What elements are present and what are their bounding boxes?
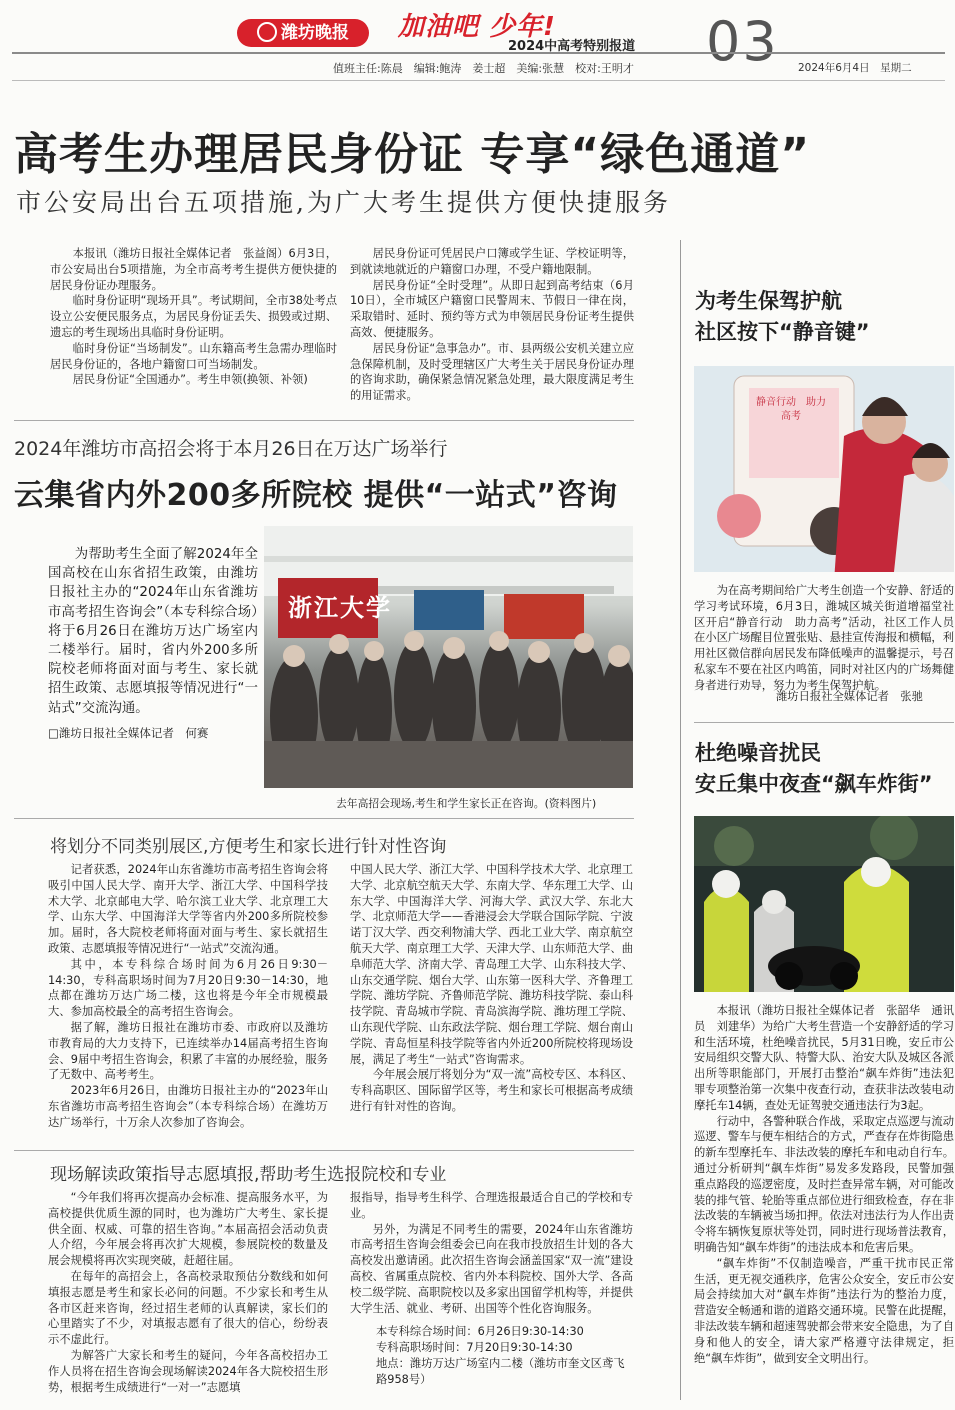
expo-byline: □潍坊日报社全媒体记者 何赛 [48, 725, 209, 740]
masthead-rule-2 [12, 80, 945, 81]
paragraph: 为解答广大家长和考生的疑问，今年各高校招办工作人员将在招生咨询会现场解读2024年各大院校招生形势，根据考生成绩进行“一对一”志愿填 [48, 1348, 328, 1394]
lead-column-2 [350, 246, 634, 404]
paragraph: 临时身份证“当场制发”。山东籍高考生急需办理临时居民身份证的，各地户籍窗口可当场制发。 [50, 341, 337, 371]
section-heading-1: 将划分不同类别展区,方便考生和家长进行针对性咨询 [50, 837, 447, 857]
side2-photo-illustration [694, 816, 954, 992]
section2-column-1 [48, 1190, 328, 1395]
side1-byline: 潍坊日报社全媒体记者 张驰 [776, 690, 923, 703]
expo-lead-text: 为帮助考生全面了解2024年全国高校在山东省招生政策，由潍坊日报社主办的“2024年山东省潍坊市高考招生咨询会”（本专科综合场）将于6月26日在潍坊万达广场室内二楼举行。届时，省内外200多所院校老师将面对面与考生、家长就招生政策、志愿填报等情况进行“一站式”交流沟通。 [48, 547, 258, 716]
side1-photo-sign: 静音行动 助力高考 [756, 397, 826, 422]
paragraph: 记者获悉，2024年山东省潍坊市高考招生咨询会将吸引中国人民大学、南开大学、浙江大学、中国科学技术大学、北京邮电大学、哈尔滨工业大学、北京理工大学、山东大学、中国海洋大学等省内外200多所院校参加。届时，各大院校老师将面对面与考生、家长就招生政策、志愿填报等情况进行“一站式”交流沟通。 [48, 863, 328, 955]
expo-photo [264, 526, 633, 788]
side2-body [694, 1003, 954, 1366]
paragraph: 2023年6月26日，由潍坊日报社主办的“2023年山东省潍坊市高考招生咨询会”（本专科综合场）在潍坊万达广场举行，十万余人次参加了咨询会。 [48, 1084, 328, 1129]
side1-photo [694, 366, 954, 572]
expo-headline: 云集省内外200多所院校 提供“一站式”咨询 [14, 478, 618, 513]
paragraph: 本报讯（潍坊日报社全媒体记者 张韶华 通讯员 刘建华）为给广大考生营造一个安静舒适的学习和生活环境，杜绝噪音扰民，5月31日晚，安丘市公安局组织交警大队、特警大队、治安大队及城区各派出所等职能部门，开展打击整治“飙车炸街”违法犯罪专项整治第一次集中夜查行动，查获非法改装电动摩托车14辆，查处无证驾驶交通违法行为3起。 [694, 1004, 954, 1112]
article-divider [14, 420, 634, 421]
paragraph: 行动中，各警种联合作战，采取定点巡逻与流动巡逻、警车与便车相结合的方式，严查存在炸街隐患的新车型摩托车、非法改装的摩托车和电动自行车。通过分析研判“飙车炸街”易发多发路段，民警加强重点路段的巡逻密度，及时拦查异常车辆，对可能改装的排气管、轮胎等重点部位进行细致检查，存在非法改装的车辆被当场扣押。依法对违法行为人作出责令将车辆恢复原状等处罚，同时进行现场普法教育，明确告知“飙车炸街”的违法成本和危害后果。 [694, 1114, 954, 1254]
column-divider [680, 240, 681, 1400]
brand-name: 潍坊晚报 [281, 23, 349, 43]
section-divider [14, 1150, 634, 1151]
masthead-rule [12, 52, 945, 54]
slogan: 加油吧 少年! [398, 12, 556, 42]
paragraph: 居民身份证“急事急办”。市、县两级公安机关建立应急保障机制，及时受理辖区广大考生关于居民身份证办理的咨询求助，确保紧急情况紧急处理，最大限度满足考生的用证需求。 [350, 341, 634, 403]
date: 2024年6月4日 [798, 62, 870, 74]
photo-banner-text: 浙江大学 [288, 594, 392, 622]
section1-column-2 [350, 862, 633, 1115]
paragraph: 今年展会展厅将划分为“双一流”高校专区、本科区、专科高职区、国际留学区等，考生和家长可根据高考成绩进行有针对性的咨询。 [350, 1068, 633, 1113]
schedule-block [350, 1324, 633, 1387]
schedule-line: 地点：潍坊万达广场室内二楼（潍坊市奎文区鸢飞路958号） [376, 1356, 625, 1386]
paragraph: 本报讯（潍坊日报社全媒体记者 张益阁）6月3日，市公安局出台5项措施，为全市高考考生提供方便快捷的居民身份证办理服务。 [50, 247, 337, 292]
side2-title-line-1: 杜绝噪音扰民 [695, 741, 821, 765]
paragraph: 为在高考期间给广大考生创造一个安静、舒适的学习考试环境，6月3日，潍城区城关街道增福堂社区开启“静音行动 助力高考”活动，社区工作人员在小区广场醒目位置张贴、悬挂宣传海报和横幅，利用社区微信群向居民发布降低噪声的温馨提示，号召私家车不要在社区内鸣笛，同时对社区内的广场舞健身者进行劝导，努力为考生保驾护航。 [694, 584, 954, 692]
lead-subhead: 市公安局出台五项措施,为广大考生提供方便快捷服务 [16, 188, 671, 217]
expo-photo-caption: 去年高招会现场,考生和学生家长正在咨询。(资料图片) [336, 797, 597, 810]
schedule-line: 本专科综合场时间：6月26日9:30-14:30 [376, 1325, 584, 1339]
section2-column-2 [350, 1190, 633, 1388]
side1-title-line-1: 为考生保驾护航 [695, 289, 842, 313]
paragraph: 临时身份证明“现场开具”。考试期间，全市38处考点设立公安便民服务点，为居民身份证丢失、损毁或过期、遗忘的考生现场出具临时身份证明。 [50, 294, 337, 339]
paragraph: 据了解，潍坊日报社在潍坊市委、市政府以及潍坊市教育局的大力支持下，已连续举办14届高考招生咨询会、9届中考招生咨询会，积累了丰富的办展经验，服务了无数中、高考考生。 [48, 1020, 328, 1082]
newspaper-logo-icon [257, 22, 277, 42]
expo-kicker: 2024年潍坊市高招会将于本月26日在万达广场举行 [14, 438, 448, 460]
side2-title [695, 738, 933, 800]
paragraph: 报指导，指导考生科学、合理选报最适合自己的学校和专业。 [350, 1191, 633, 1220]
expo-lead [48, 545, 258, 743]
expo-photo-illustration [264, 526, 633, 788]
schedule-line: 专科高职场时间：7月20日9:30-14:30 [376, 1341, 573, 1355]
side2-photo [694, 816, 954, 992]
paragraph: “今年我们将再次提高办会标准、提高服务水平，为高校提供优质生源的同时，也为潍坊广大考生、家长提供全面、权威、可靠的招生咨询。”本届高招会活动负责人介绍，今年展会将再次扩大规模，参展院校的数量及展会规模将再次实现突破，赶超往届。 [48, 1191, 328, 1268]
paragraph: “飙车炸街”不仅制造噪音，严重干扰市民正常生活，更无视交通秩序，危害公众安全，安丘市公安局会持续加大对“飙车炸街”违法行为的整治力度，营造安全畅通和谐的道路交通环境。民警在此提醒，非法改装车辆和超速驾驶都会带来安全隐患，为了自身和他人的安全，请大家严格遵守法律规定，拒绝“飙车炸街”，做到安全文明出行。 [694, 1256, 954, 1365]
side1-body [694, 583, 954, 694]
section-divider [14, 818, 634, 819]
paragraph: 居民身份证“全国通办”。考生申领(换领、补领) [72, 373, 308, 387]
lead-column-1 [50, 246, 337, 388]
paragraph: 居民身份证“全时受理”。从即日起到高考结束（6月10日），全市城区户籍窗口民警周末、节假日一律在岗，采取错时、延时、预约等方式为申领居民身份证考生提供高效、便捷服务。 [350, 278, 634, 339]
page-number: 03 [706, 10, 779, 73]
section1-column-1 [48, 862, 328, 1131]
dateline [798, 60, 912, 75]
paragraph: 在每年的高招会上，各高校录取预估分数线和如何填报志愿是考生和家长必问的问题。不少家长和考生从各市区赶来咨询，经过招生老师的认真解读，家长们的心里踏实了不少，对填报志愿有了很大的信心，纷纷表示不虚此行。 [48, 1269, 328, 1347]
brand-logo [237, 19, 369, 47]
side1-title-line-2: 社区按下“静音键” [695, 320, 870, 344]
section-heading-2: 现场解读政策指导志愿填报,帮助考生选报院校和专业 [50, 1165, 447, 1185]
paragraph: 居民身份证可凭居民户口簿或学生证、学校证明等，到就读地就近的户籍窗口办理，不受户籍地限制。 [350, 247, 634, 276]
weekday: 星期二 [880, 62, 912, 74]
side1-title [695, 286, 870, 348]
editor-credits: 值班主任:陈晨 编辑:鲍涛 姜士超 美编:张慧 校对:王明才 [333, 62, 634, 75]
series-title: 2024中高考特别报道 [508, 39, 636, 54]
paragraph: 中国人民大学、浙江大学、中国科学技术大学、北京理工大学、北京航空航天大学、东南大学、华东理工大学、山东大学、中国海洋大学、河海大学、武汉大学、东北大学、北京师范大学——香港浸会大学联合国际学院、宁波诺丁汉大学、西交利物浦大学、西北工业大学、南京航空航天大学、南京理工大学、天津大学、山东师范大学、曲阜师范大学、济南大学、青岛理工大学、山东科技大学、山东交通学院、烟台大学、山东第一医科大学、齐鲁理工学院、潍坊学院、齐鲁师范学院、潍坊科技学院、泰山科技学院、青岛城市学院、青岛滨海学院、潍坊理工学院、山东现代学院、山东政法学院、烟台理工学院、烟台南山学院、青岛恒星科技学院等省内外近200所院校将现场设展，满足了考生“一站式”咨询需求。 [350, 863, 633, 1066]
side2-title-line-2: 安丘集中夜查“飙车炸街” [695, 772, 933, 796]
side-divider [694, 722, 954, 723]
lead-headline: 高考生办理居民身份证 专享“绿色通道” [14, 129, 811, 180]
paragraph: 其中，本专科综合场时间为6月26日9:30－14:30，专科高职场时间为7月20日9:30－14:30，地点都在潍坊万达广场二楼，这也将是今年全市规模最大、参加高校最全的高考招生咨询会。 [48, 957, 328, 1019]
paragraph: 另外，为满足不同考生的需要，2024年山东省潍坊市高考招生咨询会组委会已向在我市投放招生计划的各大高校发出邀请函。此次招生咨询会涵盖国家“双一流”建设高校、省属重点院校、省内外本科院校、国外大学、各高校二级学院、高职院校以及多家出国留学机构等，并提供大学生活、就业、考研、出国等个性化咨询服务。 [350, 1222, 633, 1315]
